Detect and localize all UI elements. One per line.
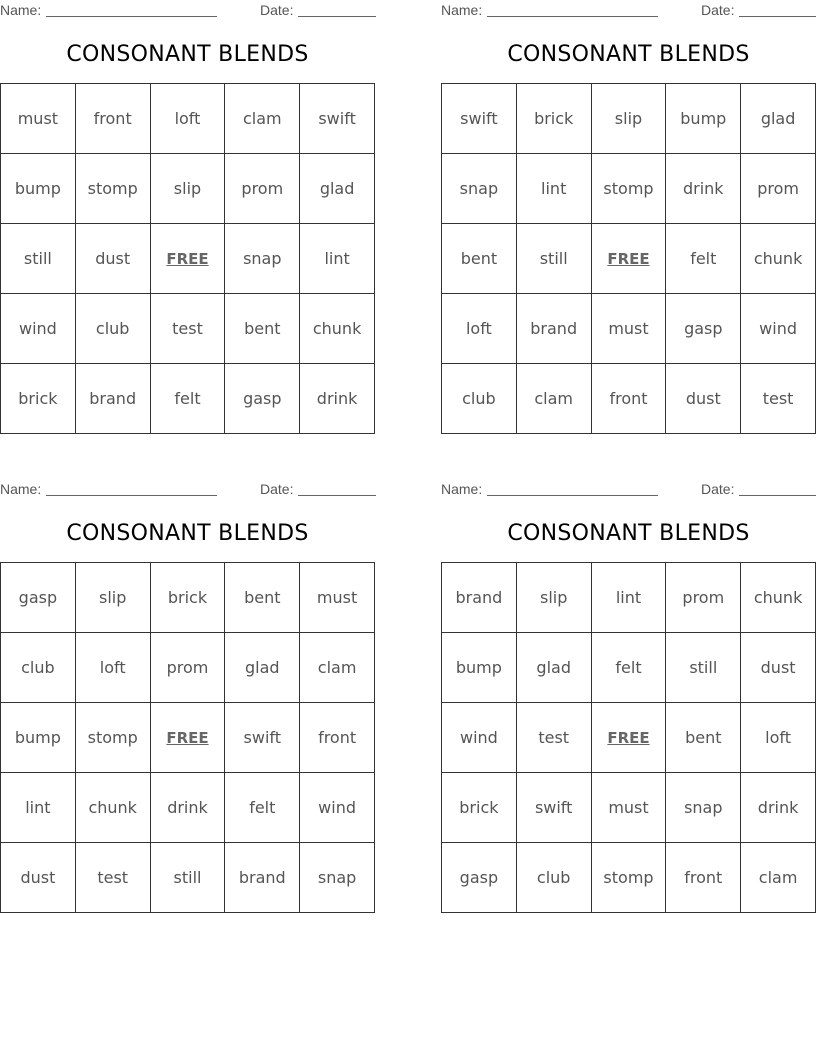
grid-cell: chunk <box>741 563 816 633</box>
grid-cell: gasp <box>1 563 76 633</box>
grid-cell: dust <box>666 364 741 434</box>
grid-cell: chunk <box>75 773 150 843</box>
grid-row <box>442 364 816 434</box>
grid-cell: chunk <box>300 294 375 364</box>
grid-cell: felt <box>150 364 225 434</box>
grid-cell: gasp <box>666 294 741 364</box>
grid-cell: slip <box>150 154 225 224</box>
grid-cell: snap <box>300 843 375 913</box>
bingo-card-1 <box>0 0 375 436</box>
grid-cell: bump <box>1 703 76 773</box>
grid-row <box>442 224 816 294</box>
bingo-grid <box>0 83 375 434</box>
name-label: Name: <box>441 2 483 18</box>
grid-row <box>442 84 816 154</box>
grid-cell: snap <box>442 154 517 224</box>
card-title: CONSONANT BLENDS <box>507 521 750 546</box>
grid-row <box>442 154 816 224</box>
grid-cell: stomp <box>591 843 666 913</box>
bingo-card-2 <box>441 0 816 436</box>
card-title: CONSONANT BLENDS <box>507 42 750 67</box>
grid-cell: drink <box>300 364 375 434</box>
grid-cell: swift <box>300 84 375 154</box>
grid-cell: slip <box>591 84 666 154</box>
grid-cell: swift <box>516 773 591 843</box>
grid-cell: club <box>1 633 76 703</box>
grid-cell: prom <box>741 154 816 224</box>
free-cell: FREE <box>591 224 666 294</box>
grid-row <box>1 294 375 364</box>
grid-cell: slip <box>75 563 150 633</box>
grid-cell: bent <box>225 294 300 364</box>
grid-cell: brick <box>442 773 517 843</box>
grid-cell: bump <box>666 84 741 154</box>
grid-row <box>442 294 816 364</box>
grid-cell: brand <box>442 563 517 633</box>
grid-cell: test <box>150 294 225 364</box>
grid-cell: test <box>741 364 816 434</box>
grid-cell: brand <box>75 364 150 434</box>
grid-row <box>442 633 816 703</box>
name-date-row <box>441 481 816 499</box>
grid-row <box>442 703 816 773</box>
grid-cell: felt <box>666 224 741 294</box>
grid-cell: lint <box>1 773 76 843</box>
grid-cell: still <box>150 843 225 913</box>
grid-cell: dust <box>1 843 76 913</box>
grid-cell: bent <box>225 563 300 633</box>
date-field-line <box>739 495 816 496</box>
grid-cell: front <box>300 703 375 773</box>
grid-cell: bent <box>666 703 741 773</box>
bingo-card-3 <box>0 479 375 915</box>
card-title: CONSONANT BLENDS <box>66 42 309 67</box>
grid-cell: stomp <box>75 154 150 224</box>
grid-cell: test <box>516 703 591 773</box>
grid-cell: swift <box>225 703 300 773</box>
grid-cell: still <box>666 633 741 703</box>
bingo-grid <box>441 562 816 913</box>
grid-row <box>1 154 375 224</box>
grid-row <box>1 703 375 773</box>
grid-cell: front <box>75 84 150 154</box>
grid-cell: loft <box>442 294 517 364</box>
grid-cell: wind <box>741 294 816 364</box>
grid-cell: dust <box>741 633 816 703</box>
bingo-card-4 <box>441 479 816 915</box>
grid-cell: drink <box>741 773 816 843</box>
grid-cell: dust <box>75 224 150 294</box>
grid-cell: snap <box>666 773 741 843</box>
grid-cell: lint <box>591 563 666 633</box>
date-label: Date: <box>701 481 735 497</box>
grid-row <box>1 773 375 843</box>
free-cell: FREE <box>591 703 666 773</box>
name-label: Name: <box>441 481 483 497</box>
grid-row <box>1 563 375 633</box>
grid-cell: prom <box>225 154 300 224</box>
grid-cell: felt <box>225 773 300 843</box>
grid-cell: loft <box>75 633 150 703</box>
date-field-line <box>739 16 816 17</box>
free-cell: FREE <box>150 703 225 773</box>
grid-row <box>1 224 375 294</box>
grid-cell: clam <box>741 843 816 913</box>
grid-row <box>1 843 375 913</box>
date-label: Date: <box>701 2 735 18</box>
grid-cell: still <box>1 224 76 294</box>
grid-cell: clam <box>300 633 375 703</box>
name-field-line <box>46 495 217 496</box>
name-date-row <box>441 2 816 20</box>
grid-cell: wind <box>300 773 375 843</box>
date-label: Date: <box>260 2 294 18</box>
grid-cell: still <box>516 224 591 294</box>
grid-cell: must <box>591 773 666 843</box>
grid-cell: must <box>1 84 76 154</box>
grid-cell: drink <box>150 773 225 843</box>
grid-cell: clam <box>225 84 300 154</box>
date-field-line <box>298 495 376 496</box>
name-date-row <box>0 2 375 20</box>
grid-cell: chunk <box>741 224 816 294</box>
grid-cell: front <box>591 364 666 434</box>
grid-row <box>1 364 375 434</box>
grid-row <box>1 84 375 154</box>
name-field-line <box>487 16 658 17</box>
grid-cell: glad <box>300 154 375 224</box>
grid-cell: glad <box>741 84 816 154</box>
grid-row <box>1 633 375 703</box>
grid-cell: glad <box>516 633 591 703</box>
grid-cell: brick <box>1 364 76 434</box>
grid-cell: brand <box>516 294 591 364</box>
bingo-grid <box>0 562 375 913</box>
grid-cell: lint <box>516 154 591 224</box>
grid-cell: loft <box>741 703 816 773</box>
grid-cell: slip <box>516 563 591 633</box>
grid-cell: gasp <box>442 843 517 913</box>
date-label: Date: <box>260 481 294 497</box>
grid-cell: glad <box>225 633 300 703</box>
grid-cell: clam <box>516 364 591 434</box>
grid-cell: stomp <box>591 154 666 224</box>
grid-cell: brand <box>225 843 300 913</box>
grid-cell: felt <box>591 633 666 703</box>
grid-cell: snap <box>225 224 300 294</box>
grid-cell: must <box>300 563 375 633</box>
grid-cell: brick <box>516 84 591 154</box>
grid-cell: front <box>666 843 741 913</box>
grid-row <box>442 843 816 913</box>
name-label: Name: <box>0 481 42 497</box>
grid-cell: swift <box>442 84 517 154</box>
bingo-grid <box>441 83 816 434</box>
grid-cell: drink <box>666 154 741 224</box>
grid-row <box>442 773 816 843</box>
grid-cell: wind <box>1 294 76 364</box>
date-field-line <box>298 16 376 17</box>
grid-cell: prom <box>150 633 225 703</box>
grid-cell: brick <box>150 563 225 633</box>
grid-cell: prom <box>666 563 741 633</box>
name-field-line <box>487 495 658 496</box>
grid-cell: bump <box>1 154 76 224</box>
grid-cell: club <box>442 364 517 434</box>
name-label: Name: <box>0 2 42 18</box>
grid-cell: lint <box>300 224 375 294</box>
grid-cell: club <box>516 843 591 913</box>
grid-cell: club <box>75 294 150 364</box>
grid-cell: gasp <box>225 364 300 434</box>
grid-cell: stomp <box>75 703 150 773</box>
grid-cell: test <box>75 843 150 913</box>
grid-cell: must <box>591 294 666 364</box>
grid-row <box>442 563 816 633</box>
card-title: CONSONANT BLENDS <box>66 521 309 546</box>
free-cell: FREE <box>150 224 225 294</box>
grid-cell: loft <box>150 84 225 154</box>
name-field-line <box>46 16 217 17</box>
name-date-row <box>0 481 375 499</box>
grid-cell: bent <box>442 224 517 294</box>
grid-cell: bump <box>442 633 517 703</box>
grid-cell: wind <box>442 703 517 773</box>
